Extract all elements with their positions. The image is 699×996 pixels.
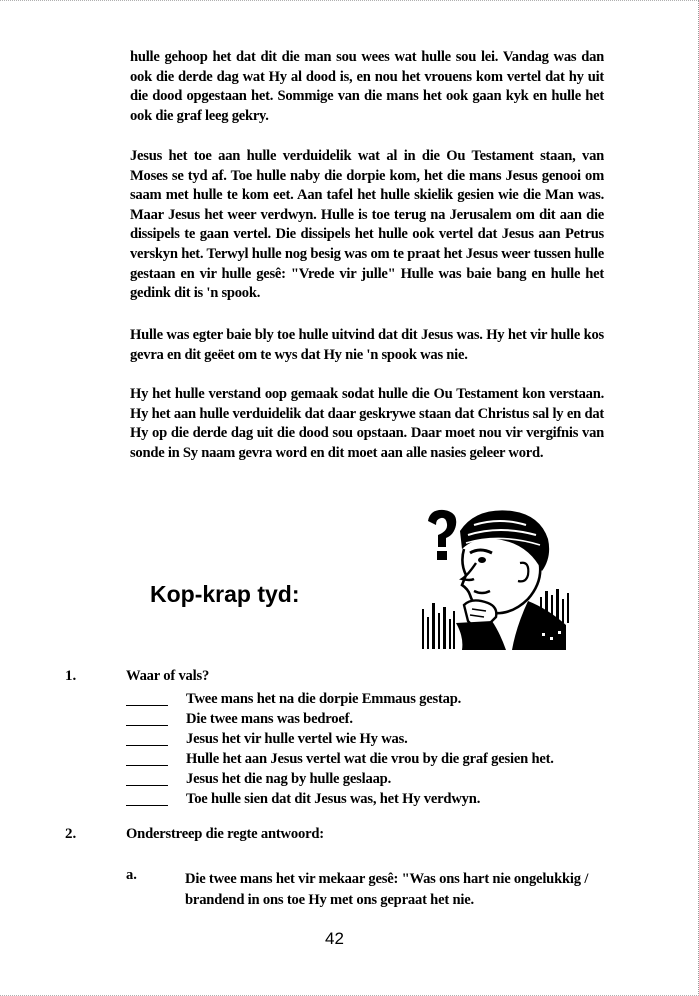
- answer-blank[interactable]: [126, 765, 168, 766]
- answer-blank[interactable]: [126, 705, 168, 706]
- list-item: [126, 790, 626, 810]
- list-item: [126, 730, 626, 750]
- thinking-person-icon: [416, 505, 576, 650]
- question-2a-letter: a.: [126, 867, 137, 883]
- story-paragraph-3: Hulle was egter baie bly toe hulle uitvind dat dit Jesus was. Hy het vir hulle kos gevra en dit geëet om te wys dat Hy nie 'n spook was nie.: [130, 327, 604, 363]
- question-1-prompt: Waar of vals?: [126, 668, 210, 684]
- statement-text: Twee mans het na die dorpie Emmaus gestap.: [186, 691, 462, 707]
- answer-blank[interactable]: [126, 805, 168, 806]
- question-2a-text: Die twee mans het vir mekaar gesê: "Was ons hart nie ongelukkig / brandend in ons toe Hy met ons gepraat het nie.: [185, 871, 589, 908]
- story-paragraph-2: Jesus het toe aan hulle verduidelik wat al in die Ou Testament staan, van Moses se tyd af. Toe hulle naby die dorpie kom, het die mans Jesus genooi om saam met hulle te kom eet. Aan tafel het hulle skielik gesien wie die Man was. Maar Jesus het weer verdwyn. Hulle is toe terug na Jerusalem om dit aan die dissipels te gaan vertel. Die dissipels het hulle ook vertel dat Jesus aan Petrus verskyn het. Terwyl hulle nog besig was om te praat het Jesus weer tussen hulle gestaan en vir hulle gesê: "Vrede vir julle" Hulle was baie bang en hulle het gedink dit is 'n spook.: [130, 148, 604, 302]
- list-item: [126, 750, 626, 770]
- list-item: [126, 770, 626, 790]
- question-2-prompt: Onderstreep die regte antwoord:: [126, 826, 324, 842]
- story-paragraph-4: Hy het hulle verstand oop gemaak sodat hulle die Ou Testament kon verstaan. Hy het aan hulle verduidelik dat daar geskrywe staan dat Christus sal ly en dat Hy op die derde dag uit die dood sou opstaan. Daar moet nou vir vergifnis van sonde in Sy naam gevra word en dit moet aan alle nasies geleer word.: [130, 386, 604, 461]
- answer-blank[interactable]: [126, 745, 168, 746]
- statement-text: Die twee mans was bedroef.: [186, 711, 353, 727]
- statement-text: Toe hulle sien dat dit Jesus was, het Hy verdwyn.: [186, 791, 481, 807]
- list-item: [126, 690, 626, 710]
- page-number: 42: [325, 929, 344, 948]
- statement-text: Jesus het die nag by hulle geslaap.: [186, 771, 392, 787]
- statement-text: Jesus het vir hulle vertel wie Hy was.: [186, 731, 408, 747]
- answer-blank[interactable]: [126, 725, 168, 726]
- section-heading: Kop-krap tyd:: [150, 581, 300, 607]
- true-false-list: [126, 690, 626, 810]
- question-2-number: 2.: [65, 826, 77, 842]
- page-edge-top: [0, 0, 699, 2]
- question-1-number: 1.: [65, 668, 77, 684]
- list-item: [126, 710, 626, 730]
- answer-blank[interactable]: [126, 785, 168, 786]
- story-paragraph-1: hulle gehoop het dat dit die man sou wees wat hulle sou lei. Vandag was dan ook die derde dag wat Hy al dood is, en nou het vrouens kom vertel dat hy uit die dood opgestaan het. Sommige van die mans het ook gaan kyk en hulle het ook die graf leeg gekry.: [130, 49, 604, 124]
- statement-text: Hulle het aan Jesus vertel wat die vrou by die graf gesien het.: [186, 751, 554, 767]
